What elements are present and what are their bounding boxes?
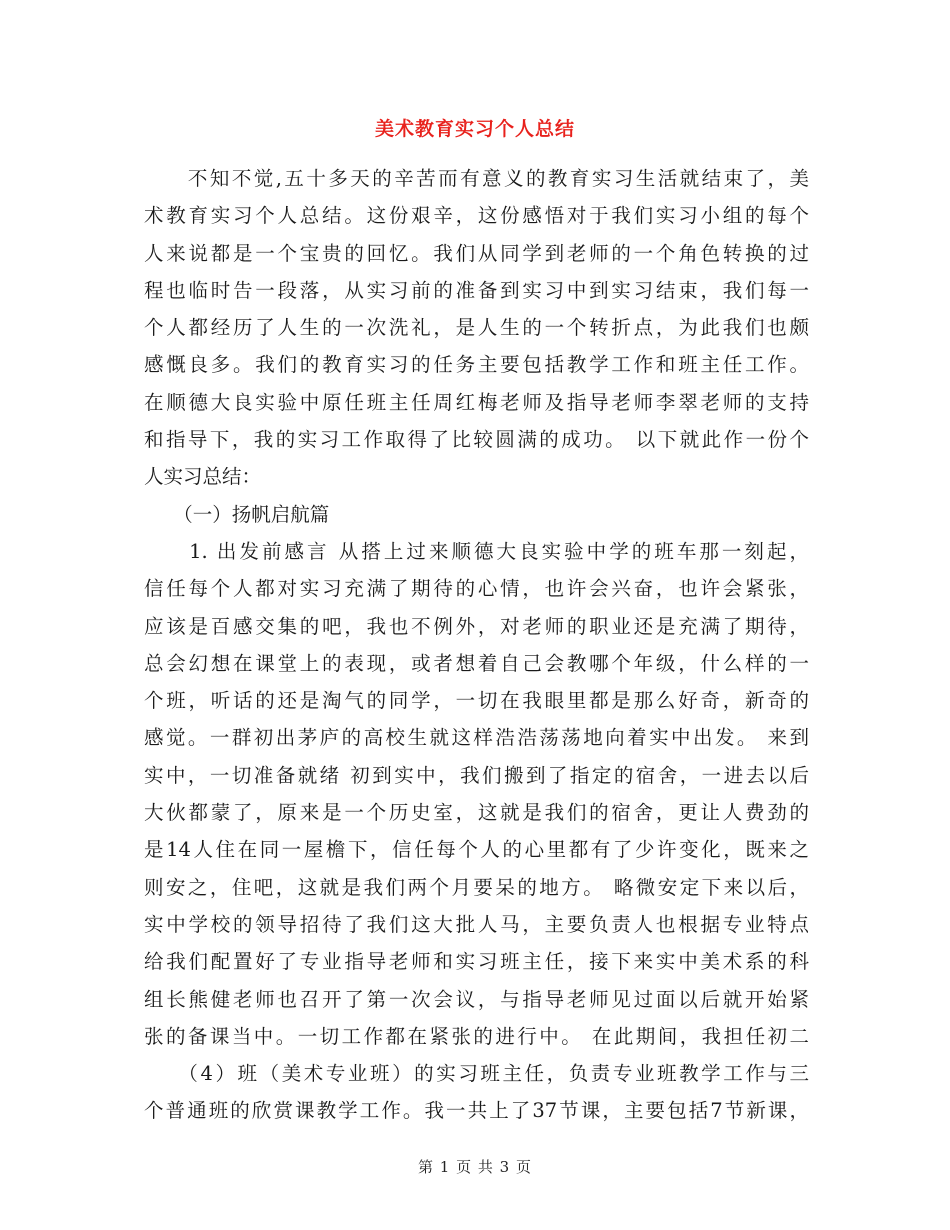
page-footer: 第 1 页 共 3 页 (418, 1158, 532, 1176)
text-line: 则安之，住吧，这就是我们两个月要呆的地方。 略微安定下来以后， (144, 875, 809, 899)
text-line: 总会幻想在课堂上的表现，或者想着自己会教哪个年级，什么样的一 (144, 651, 809, 675)
text-line: （4）班（美术专业班）的实习班主任，负责专业班教学工作与三 (144, 1062, 809, 1086)
text-line: 不知不觉,五十多天的辛苦而有意义的教育实习生活就结束了，美 (144, 167, 809, 190)
text-line: 人实习总结： (144, 465, 262, 489)
text-line: 感觉。一群初出茅庐的高校生就这样浩浩荡荡地向着实中出发。 来到 (144, 726, 809, 750)
text-line: 应该是百感交集的吧，我也不例外，对老师的职业还是充满了期待， (144, 614, 809, 638)
text-line: 大伙都蒙了，原来是一个历史室，这就是我们的宿舍，更让人费劲的 (144, 801, 809, 825)
document-body (144, 160, 809, 1130)
text-line: 实中，一切准备就绪 初到实中，我们搬到了指定的宿舍，一进去以后 (144, 763, 809, 787)
text-line: 个班，听话的还是淘气的同学，一切在我眼里都是那么好奇，新奇的 (144, 689, 809, 713)
text-line: 个人都经历了人生的一次洗礼，是人生的一个转折点，为此我们也颇 (144, 316, 809, 340)
text-line: 感慨良多。我们的教育实习的任务主要包括教学工作和班主任工作。 (144, 353, 809, 377)
text-line: 和指导下，我的实习工作取得了比较圆满的成功。 以下就此作一份个 (144, 428, 809, 452)
section-heading: （一）扬帆启航篇 (144, 502, 330, 526)
text-line: 程也临时告一段落，从实习前的准备到实习中到实习结束，我们每一 (144, 278, 809, 302)
text-line: 个普通班的欣赏课教学工作。我一共上了37节课，主要包括7节新课， (144, 1099, 809, 1123)
text-line: 在顺德大良实验中原任班主任周红梅老师及指导老师李翠老师的支持 (144, 390, 809, 414)
text-line: 张的备课当中。一切工作都在紧张的进行中。 在此期间，我担任初二 (144, 1024, 809, 1048)
document-title: 美术教育实习个人总结 (374, 118, 575, 140)
text-line: 组长熊健老师也召开了第一次会议，与指导老师见过面以后就开始紧 (144, 987, 809, 1011)
text-line: 人来说都是一个宝贵的回忆。我们从同学到老师的一个角色转换的过 (144, 241, 809, 265)
text-line: 1. 出发前感言 从搭上过来顺德大良实验中学的班车那一刻起， (144, 539, 809, 563)
text-line: 实中学校的领导招待了我们这大批人马，主要负责人也根据专业特点 (144, 912, 809, 936)
text-line: 是14人住在同一屋檐下，信任每个人的心里都有了少许变化，既来之 (144, 838, 809, 862)
text-line: 给我们配置好了专业指导老师和实习班主任，接下来实中美术系的科 (144, 950, 809, 974)
text-line: 信任每个人都对实习充满了期待的心情，也许会兴奋，也许会紧张， (144, 577, 809, 601)
text-line: 术教育实习个人总结。这份艰辛，这份感悟对于我们实习小组的每个 (144, 204, 809, 228)
